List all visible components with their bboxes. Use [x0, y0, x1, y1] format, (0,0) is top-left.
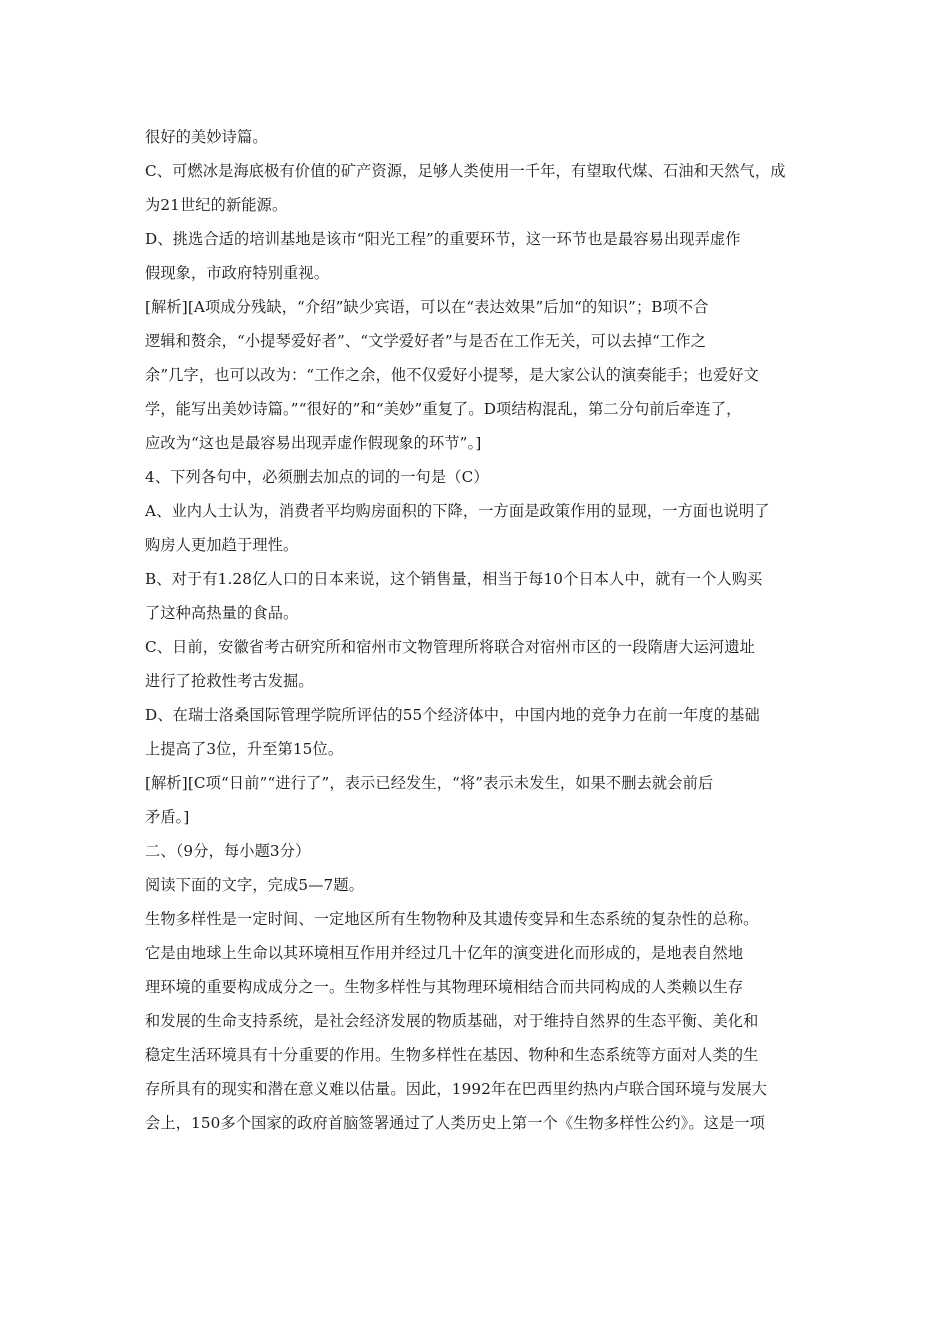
option-line: B、对于有1.28亿人口的日本来说，这个销售量，相当于每10个日本人中，就有一个人购买	[145, 570, 763, 588]
section-heading: 二、（9分，每小题3分）	[145, 842, 311, 860]
text-line: C、可燃冰是海底极有价值的矿产资源，足够人类使用一千年，有望取代煤、石油和天然气，成	[145, 162, 786, 180]
text-line: 为21世纪的新能源。	[145, 196, 288, 214]
option-line: 了这种高热量的食品。	[145, 604, 299, 622]
passage-line: 理环境的重要构成成分之一。生物多样性与其物理环境相结合而共同构成的人类赖以生存	[145, 978, 744, 996]
section-instruction: 阅读下面的文字，完成5—7题。	[145, 876, 365, 894]
analysis-line: 学，能写出美妙诗篇。”“很好的”和“美妙”重复了。D项结构混乱，第二分句前后牵连了，	[145, 400, 742, 418]
passage-line: 稳定生活环境具有十分重要的作用。生物多样性在基因、物种和生态系统等方面对人类的生	[145, 1046, 759, 1064]
analysis-line: [解析][C项“日前”“进行了”，表示已经发生，“将”表示未发生，如果不删去就会前后	[145, 774, 714, 792]
option-line: 上提高了3位，升至第15位。	[145, 740, 344, 758]
analysis-line: 应改为“这也是最容易出现弄虚作假现象的环节”。]	[145, 434, 482, 452]
option-line: 进行了抢救性考古发掘。	[145, 672, 314, 690]
text-line: 假现象，市政府特别重视。	[145, 264, 330, 282]
passage-line: 它是由地球上生命以其环境相互作用并经过几十亿年的演变进化而形成的，是地表自然地	[145, 944, 744, 962]
passage-line: 存所具有的现实和潜在意义难以估量。因此，1992年在巴西里约热内卢联合国环境与发展大	[145, 1080, 768, 1098]
text-line: D、挑选合适的培训基地是该市“阳光工程”的重要环节，这一环节也是最容易出现弄虚作	[145, 230, 741, 248]
passage-line: 会上，150多个国家的政府首脑签署通过了人类历史上第一个《生物多样性公约》。这是一项	[145, 1114, 766, 1132]
analysis-line: 逻辑和赘余，“小提琴爱好者”、“文学爱好者”与是否在工作无关，可以去掉“工作之	[145, 332, 707, 350]
analysis-line: 余”几字，也可以改为：“工作之余，他不仅爱好小提琴，是大家公认的演奏能手；也爱好文	[145, 366, 759, 384]
analysis-line: [解析][A项成分残缺，“介绍”缺少宾语，可以在“表达效果”后加“的知识”；B项不合	[145, 298, 709, 316]
passage-line: 生物多样性是一定时间、一定地区所有生物物种及其遗传变异和生态系统的复杂性的总称。	[145, 910, 759, 928]
passage-line: 和发展的生命支持系统，是社会经济发展的物质基础，对于维持自然界的生态平衡、美化和	[145, 1012, 759, 1030]
option-line: A、业内人士认为，消费者平均购房面积的下降，一方面是政策作用的显现，一方面也说明了	[145, 502, 770, 520]
option-line: D、在瑞士洛桑国际管理学院所评估的55个经济体中，中国内地的竞争力在前一年度的基础	[145, 706, 760, 724]
option-line: C、日前，安徽省考古研究所和宿州市文物管理所将联合对宿州市区的一段隋唐大运河遗址	[145, 638, 755, 656]
option-line: 购房人更加趋于理性。	[145, 536, 299, 554]
analysis-line: 矛盾。]	[145, 808, 190, 826]
question-heading: 4、下列各句中，必须删去加点的词的一句是（C）	[145, 468, 489, 486]
text-line: 很好的美妙诗篇。	[145, 128, 268, 146]
document-body	[145, 120, 813, 1140]
